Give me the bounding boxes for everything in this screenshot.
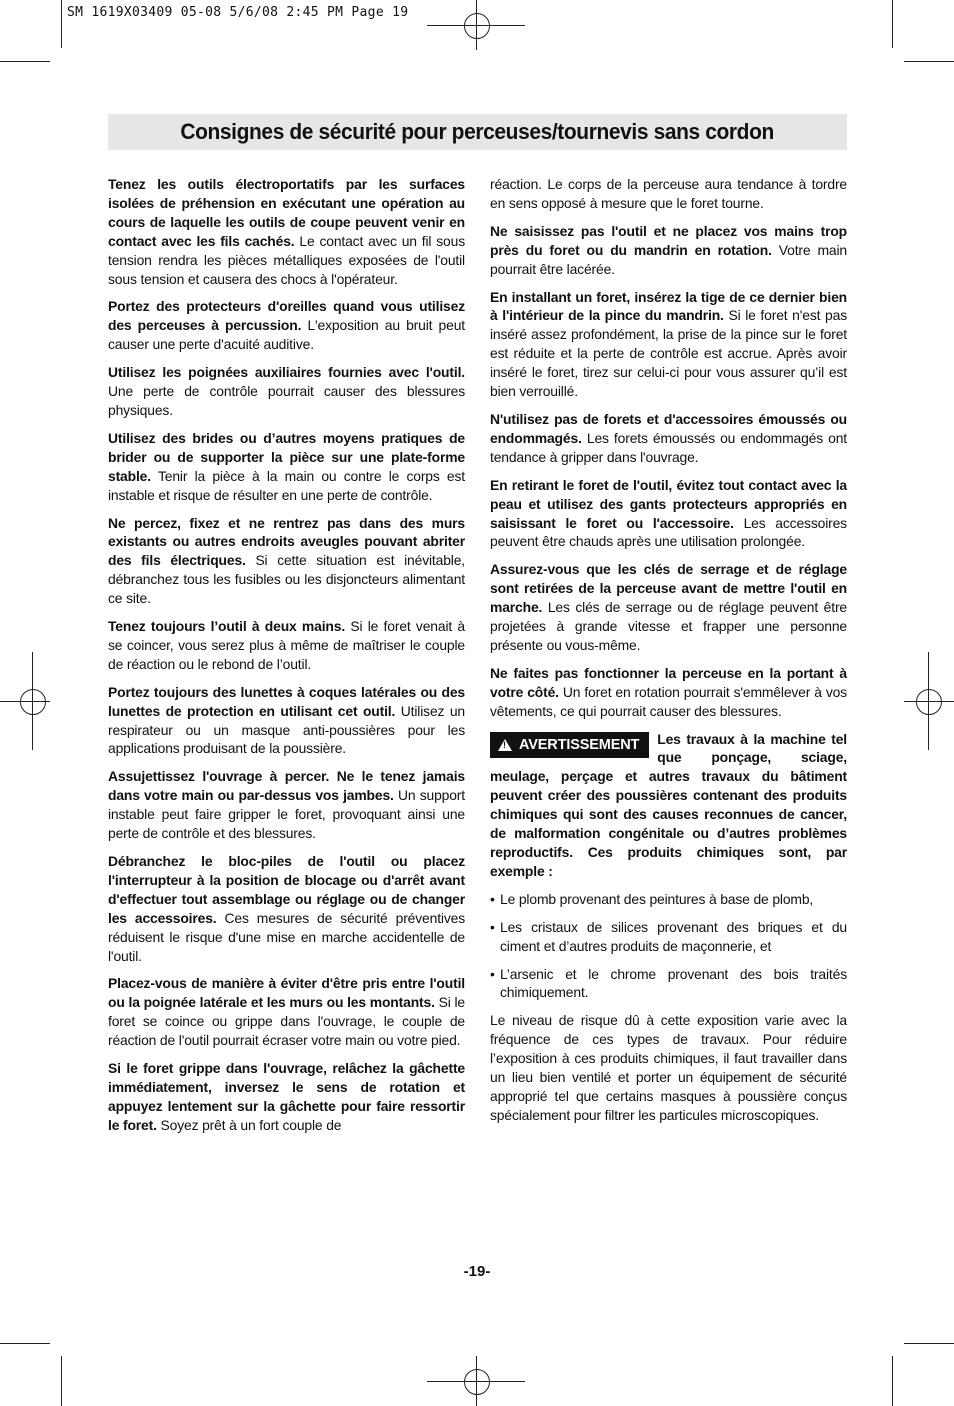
paragraph: Portez toujours des lunettes à coques latérales ou des lunettes de protection en utilisant cet outil. Utilisez un respirateur ou un masque anti-poussières pour les applications produisant de la poussière. bbox=[108, 683, 465, 757]
paragraph: réaction. Le corps de la perceuse aura tendance à tordre en sens opposé à mesure que le foret tourne. bbox=[490, 176, 847, 211]
crop-mark bbox=[904, 1343, 954, 1344]
paragraph: Débranchez le bloc-piles de l'outil ou placez l'interrupteur à la position de blocage ou d'arrêt avant d'effectuer tout assemblage ou réglage ou de changer les accessoires. Ces mesures de sécurité préventives réduisent le risque d'une mise en marche accidentelle de l'outil. bbox=[108, 853, 466, 964]
paragraph: Ne saisissez pas l'outil et ne placez vos mains trop près du foret ou du mandrin en rotation. Votre main pourrait être lacérée. bbox=[490, 222, 847, 277]
closing-paragraph: Le niveau de risque dû à cette exposition varie avec la fréquence de ces types de travaux. Pour réduire l’exposition à ces produits chimiques, il faut travailler dans un lieu bien ventilé et porter un équipement de sécurité approprié tel que certains masques à poussière conçus spécialement pour filtrer les particules microscopiques. bbox=[490, 1012, 847, 1123]
paragraph: Ne percez, fixez et ne rentrez pas dans des murs existants ou autres endroits aveugles pouvant abriter des fils électriques. Si cette situation est inévitable, débranchez tous les fusibles ou les disjoncteurs alimentant ce site. bbox=[108, 514, 465, 607]
paragraph: Tenez les outils électroportatifs par les surfaces isolées de préhension en exécutant une opération au cours de laquelle les outils de coupe peuvent venir en contact avec les fils cachés. Le contact avec un fil sous tension rendra les pièces métalliques exposées de l'outil sous tension et causera des chocs à l'opérateur. bbox=[108, 176, 465, 287]
right-column bbox=[490, 175, 847, 1134]
registration-mark bbox=[464, 1369, 490, 1395]
left-column bbox=[108, 175, 465, 1144]
paragraph: Placez-vous de manière à éviter d'être pris entre l'outil ou la poignée latérale et les murs ou les montants. Si le foret se coince ou grippe dans l'ouvrage, le couple de réaction de l'outil pourrait écraser votre main ou votre pied. bbox=[108, 975, 465, 1049]
registration-mark bbox=[0, 701, 50, 702]
list-item: • L’arsenic et le chrome provenant des bois traités chimiquement. bbox=[490, 965, 847, 1003]
paragraph: Tenez toujours l’outil à deux mains. Si le foret venait à se coincer, vous serez plus à même de maîtriser le couple de réaction ou le rebond de l’outil. bbox=[108, 618, 465, 672]
bullet-list bbox=[490, 890, 847, 1003]
title-bar bbox=[108, 114, 847, 150]
list-item: • Les cristaux de silices provenant des briques et du ciment et d’autres produits de maçonnerie, et bbox=[490, 918, 847, 956]
registration-mark bbox=[20, 689, 46, 715]
paragraph: Assurez-vous que les clés de serrage et de réglage sont retirées de la perceuse avant de mettre l'outil en marche. Les clés de serrage ou de réglage peuvent être projetées à grande vitesse et frapper une personne présente ou vous-même. bbox=[490, 561, 847, 653]
crop-mark bbox=[61, 1356, 62, 1406]
list-item: • Le plomb provenant des peintures à base de plomb, bbox=[490, 890, 847, 909]
paragraph: Si le foret grippe dans l'ouvrage, relâchez la gâchette immédiatement, inversez le sens de rotation et appuyez lentement sur la gâchette pour faire ressortir le foret. Soyez prêt à un fort couple de bbox=[108, 1060, 465, 1133]
warning-badge bbox=[490, 732, 649, 758]
paragraph: N'utilisez pas de forets et d'accessoires émoussés ou endommagés. Les forets émoussés ou endommagés ont tendance à gripper dans l'ouvrage. bbox=[490, 410, 847, 465]
crop-mark bbox=[892, 1356, 893, 1406]
crop-mark bbox=[0, 61, 50, 62]
paragraph: Portez des protecteurs d'oreilles quand vous utilisez des perceuses à percussion. L'exposition au bruit peut causer une perte d'acuité auditive. bbox=[108, 298, 465, 353]
paragraph: Utilisez les poignées auxiliaires fournies avec l'outil. Une perte de contrôle pourrait causer des blessures physiques. bbox=[108, 364, 465, 418]
registration-mark bbox=[464, 13, 490, 39]
warning-label: AVERTISSEMENT bbox=[519, 736, 640, 753]
paragraph: En retirant le foret de l'outil, évitez tout contact avec la peau et utilisez des gants protecteurs appropriés en saisissant le foret ou l'accessoire. Les accessoires peuvent être chauds après une utilisation prolongée. bbox=[490, 476, 847, 550]
crop-mark bbox=[904, 61, 954, 62]
print-slug: SM 1619X03409 05-08 5/6/08 2:45 PM Page 19 bbox=[67, 5, 409, 20]
warning-triangle-icon: ! bbox=[498, 739, 512, 751]
warning-paragraph bbox=[490, 730, 847, 881]
page-title: Consignes de sécurité pour perceuses/tournevis sans cordon bbox=[180, 119, 775, 144]
registration-mark bbox=[904, 701, 954, 702]
paragraph: Assujettissez l'ouvrage à percer. Ne le tenez jamais dans votre main ou par-dessus vos jambes. Un support instable peut faire gripper le foret, provoquant ainsi une perte de contrôle et des blessures. bbox=[108, 768, 465, 842]
crop-mark bbox=[61, 0, 62, 48]
page-number: -19- bbox=[463, 1263, 491, 1280]
paragraph: Ne faites pas fonctionner la perceuse en la portant à votre côté. Un foret en rotation pourrait s'emmêlever à vos vêtements, ce qui pourrait causer des blessures. bbox=[490, 664, 847, 719]
paragraph: En installant un foret, insérez la tige de ce dernier bien à l'intérieur de la pince du mandrin. Si le foret n'est pas inséré assez profondément, la prise de la pince sur le foret est réduite et la perte de contrôle est accrue. Après avoir inséré le foret, tirez sur celui-ci pour vous assurer qu’il est bien verrouillé. bbox=[490, 288, 847, 400]
crop-mark bbox=[0, 1343, 50, 1344]
warning-text: Les travaux à la machine tel que ponçage, sciage, meulage, perçage et autres travaux du bâtiment peuvent créer des poussières contenant des produits chimiques qui sont des causes reconnues de cancer, de malformation congénitale ou d’autres problèmes reproductifs. Ces produits chimiques sont, par exemple : bbox=[490, 730, 847, 879]
registration-mark bbox=[427, 25, 525, 26]
registration-mark bbox=[916, 689, 942, 715]
crop-mark bbox=[892, 0, 893, 48]
paragraph: Utilisez des brides ou d’autres moyens pratiques de brider ou de supporter la pièce sur une plate-forme stable. Tenir la pièce à la main ou contre le corps est instable et risque de résulter en une perte de contrôle. bbox=[108, 429, 465, 503]
registration-mark bbox=[427, 1381, 525, 1382]
